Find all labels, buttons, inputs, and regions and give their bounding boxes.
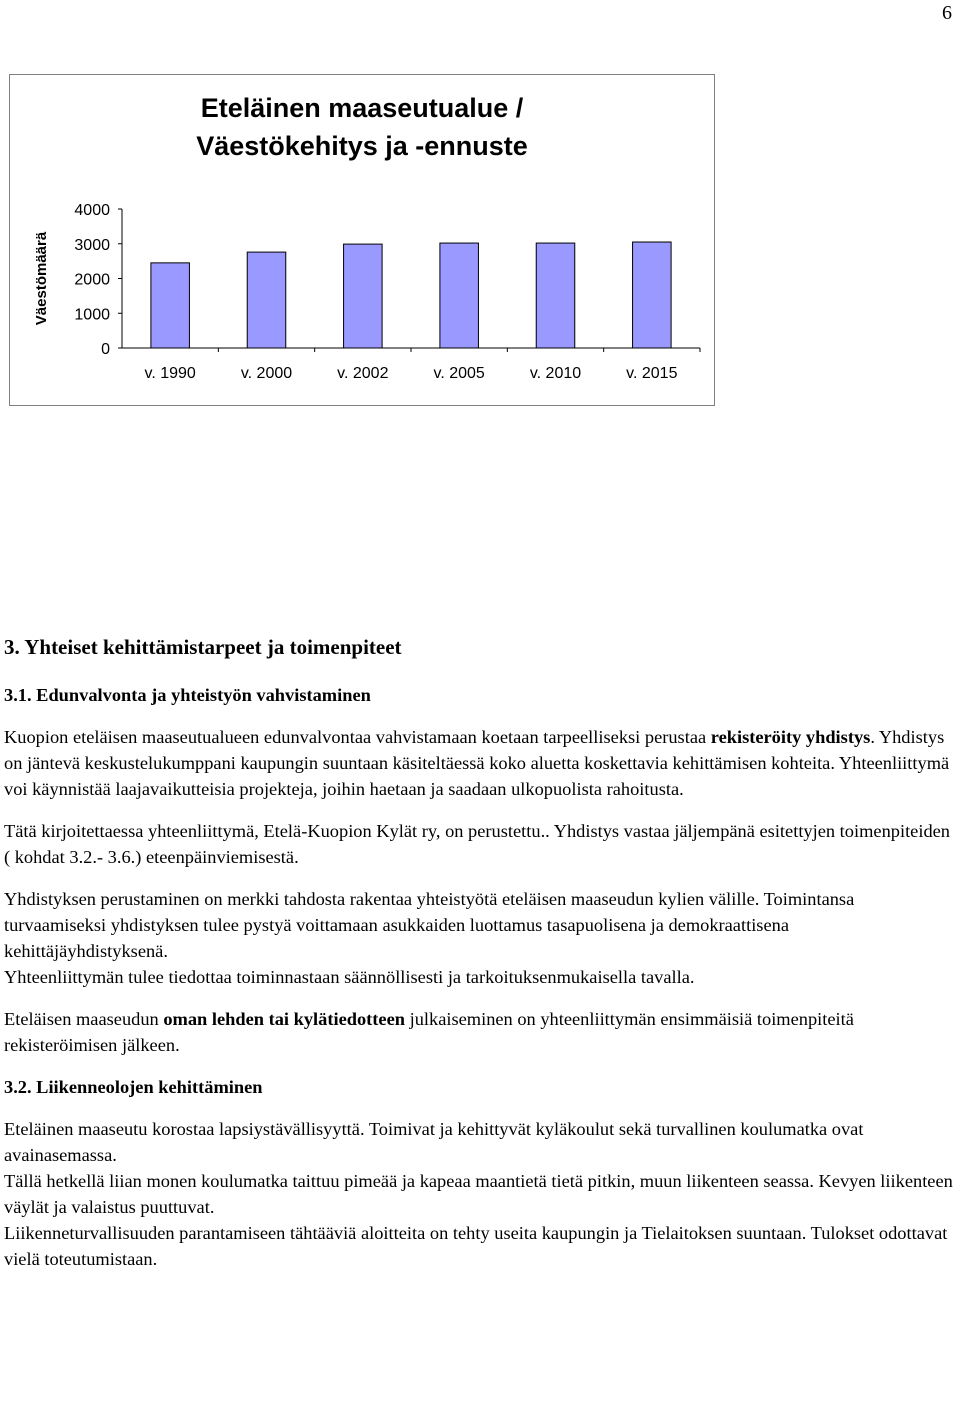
paragraph: Liikenneturvallisuuden parantamiseen tähtääviä aloitteita on tehty useita kaupungin ja Tielaitoksen suuntaan. Tulokset odottavat vielä toteutumistaan. <box>4 1223 948 1269</box>
paragraph: Eteläisen maaseudun oman lehden tai kylätiedotteen julkaiseminen on yhteenliittymän ensimmäisiä toimenpiteitä rekisteröimisen jälkeen. <box>4 1009 854 1055</box>
main-heading: 3. Yhteiset kehittämistarpeet ja toimenpiteet <box>4 635 402 659</box>
paragraph: Eteläinen maaseutu korostaa lapsiystävällisyyttä. Toimivat ja kehittyvät kyläkoulut sekä turvallinen koulumatka ovat avainasemassa. <box>4 1119 864 1165</box>
chart-title-line-2: Väestökehitys ja -ennuste <box>196 131 528 161</box>
bar <box>344 244 383 348</box>
bar <box>151 263 190 348</box>
y-tick-label: 0 <box>101 341 110 358</box>
section-heading-3-2: 3.2. Liikenneolojen kehittäminen <box>4 1077 263 1097</box>
x-tick-label: v. 2005 <box>433 365 485 382</box>
y-tick-label: 1000 <box>74 306 110 324</box>
paragraph: Tätä kirjoitettaessa yhteenliittymä, Etelä-Kuopion Kylät ry, on perustettu.. Yhdistys vastaa jäljempänä esitettyjen toimenpiteiden ( kohdat 3.2.- 3.6.) eteenpäinviemisestä. <box>4 821 951 867</box>
y-tick-label: 3000 <box>74 236 110 254</box>
x-tick-label: v. 2000 <box>240 365 293 382</box>
bar <box>440 243 479 348</box>
paragraph: Yhteenliittymän tulee tiedottaa toiminnastaan säännöllisesti ja tarkoituksenmukaisella tavalla. <box>4 967 695 987</box>
chart-title-line-1: Eteläinen maaseutualue / <box>200 93 524 123</box>
x-tick-label: v. 2015 <box>626 365 678 382</box>
paragraph: Yhdistyksen perustaminen on merkki tahdosta rakentaa yhteistyötä eteläisen maaseudun kylien välille. Toimintansa turvaamiseksi yhdistyksen tulee pystyä voittamaan asukkaiden luottamus tasapuolisena ja demokraattisena kehittäjäyhdistyksenä. <box>4 889 855 961</box>
bar <box>247 252 286 348</box>
x-tick-label: v. 2002 <box>337 365 389 382</box>
bar <box>633 242 672 348</box>
paragraph: Tällä hetkellä liian monen koulumatka taittuu pimeää ja kapeaa maantietä tietä pitkin, muun liikenteen seassa. Kevyen liikenteen väylät ja valaistus puuttuvat. <box>4 1171 953 1217</box>
y-tick-label: 2000 <box>74 271 110 289</box>
y-axis-label: Väestömäärä <box>33 231 50 326</box>
chart-plot <box>10 75 714 405</box>
x-tick-label: v. 1990 <box>144 365 196 382</box>
chart <box>9 74 715 406</box>
y-tick-label: 4000 <box>74 202 110 219</box>
section-heading-3-1: 3.1. Edunvalvonta ja yhteistyön vahvistaminen <box>4 685 371 705</box>
document-body <box>4 632 954 1272</box>
page-number: 6 <box>942 2 952 24</box>
paragraph: Kuopion eteläisen maaseutualueen edunvalvontaa vahvistamaan koetaan tarpeelliseksi perustaa rekisteröity yhdistys. Yhdistys on jäntevä keskustelukumppani kaupungin suuntaan käsiteltäessä koko aluetta koskettavia kehittämisen kohteita. Yhteenliittymä voi käynnistää laajavaikutteisia projekteja, joihin haetaan ja saadaan ulkopuolista rahoitusta. <box>4 727 950 799</box>
x-tick-label: v. 2010 <box>529 365 582 382</box>
bar <box>536 243 575 348</box>
